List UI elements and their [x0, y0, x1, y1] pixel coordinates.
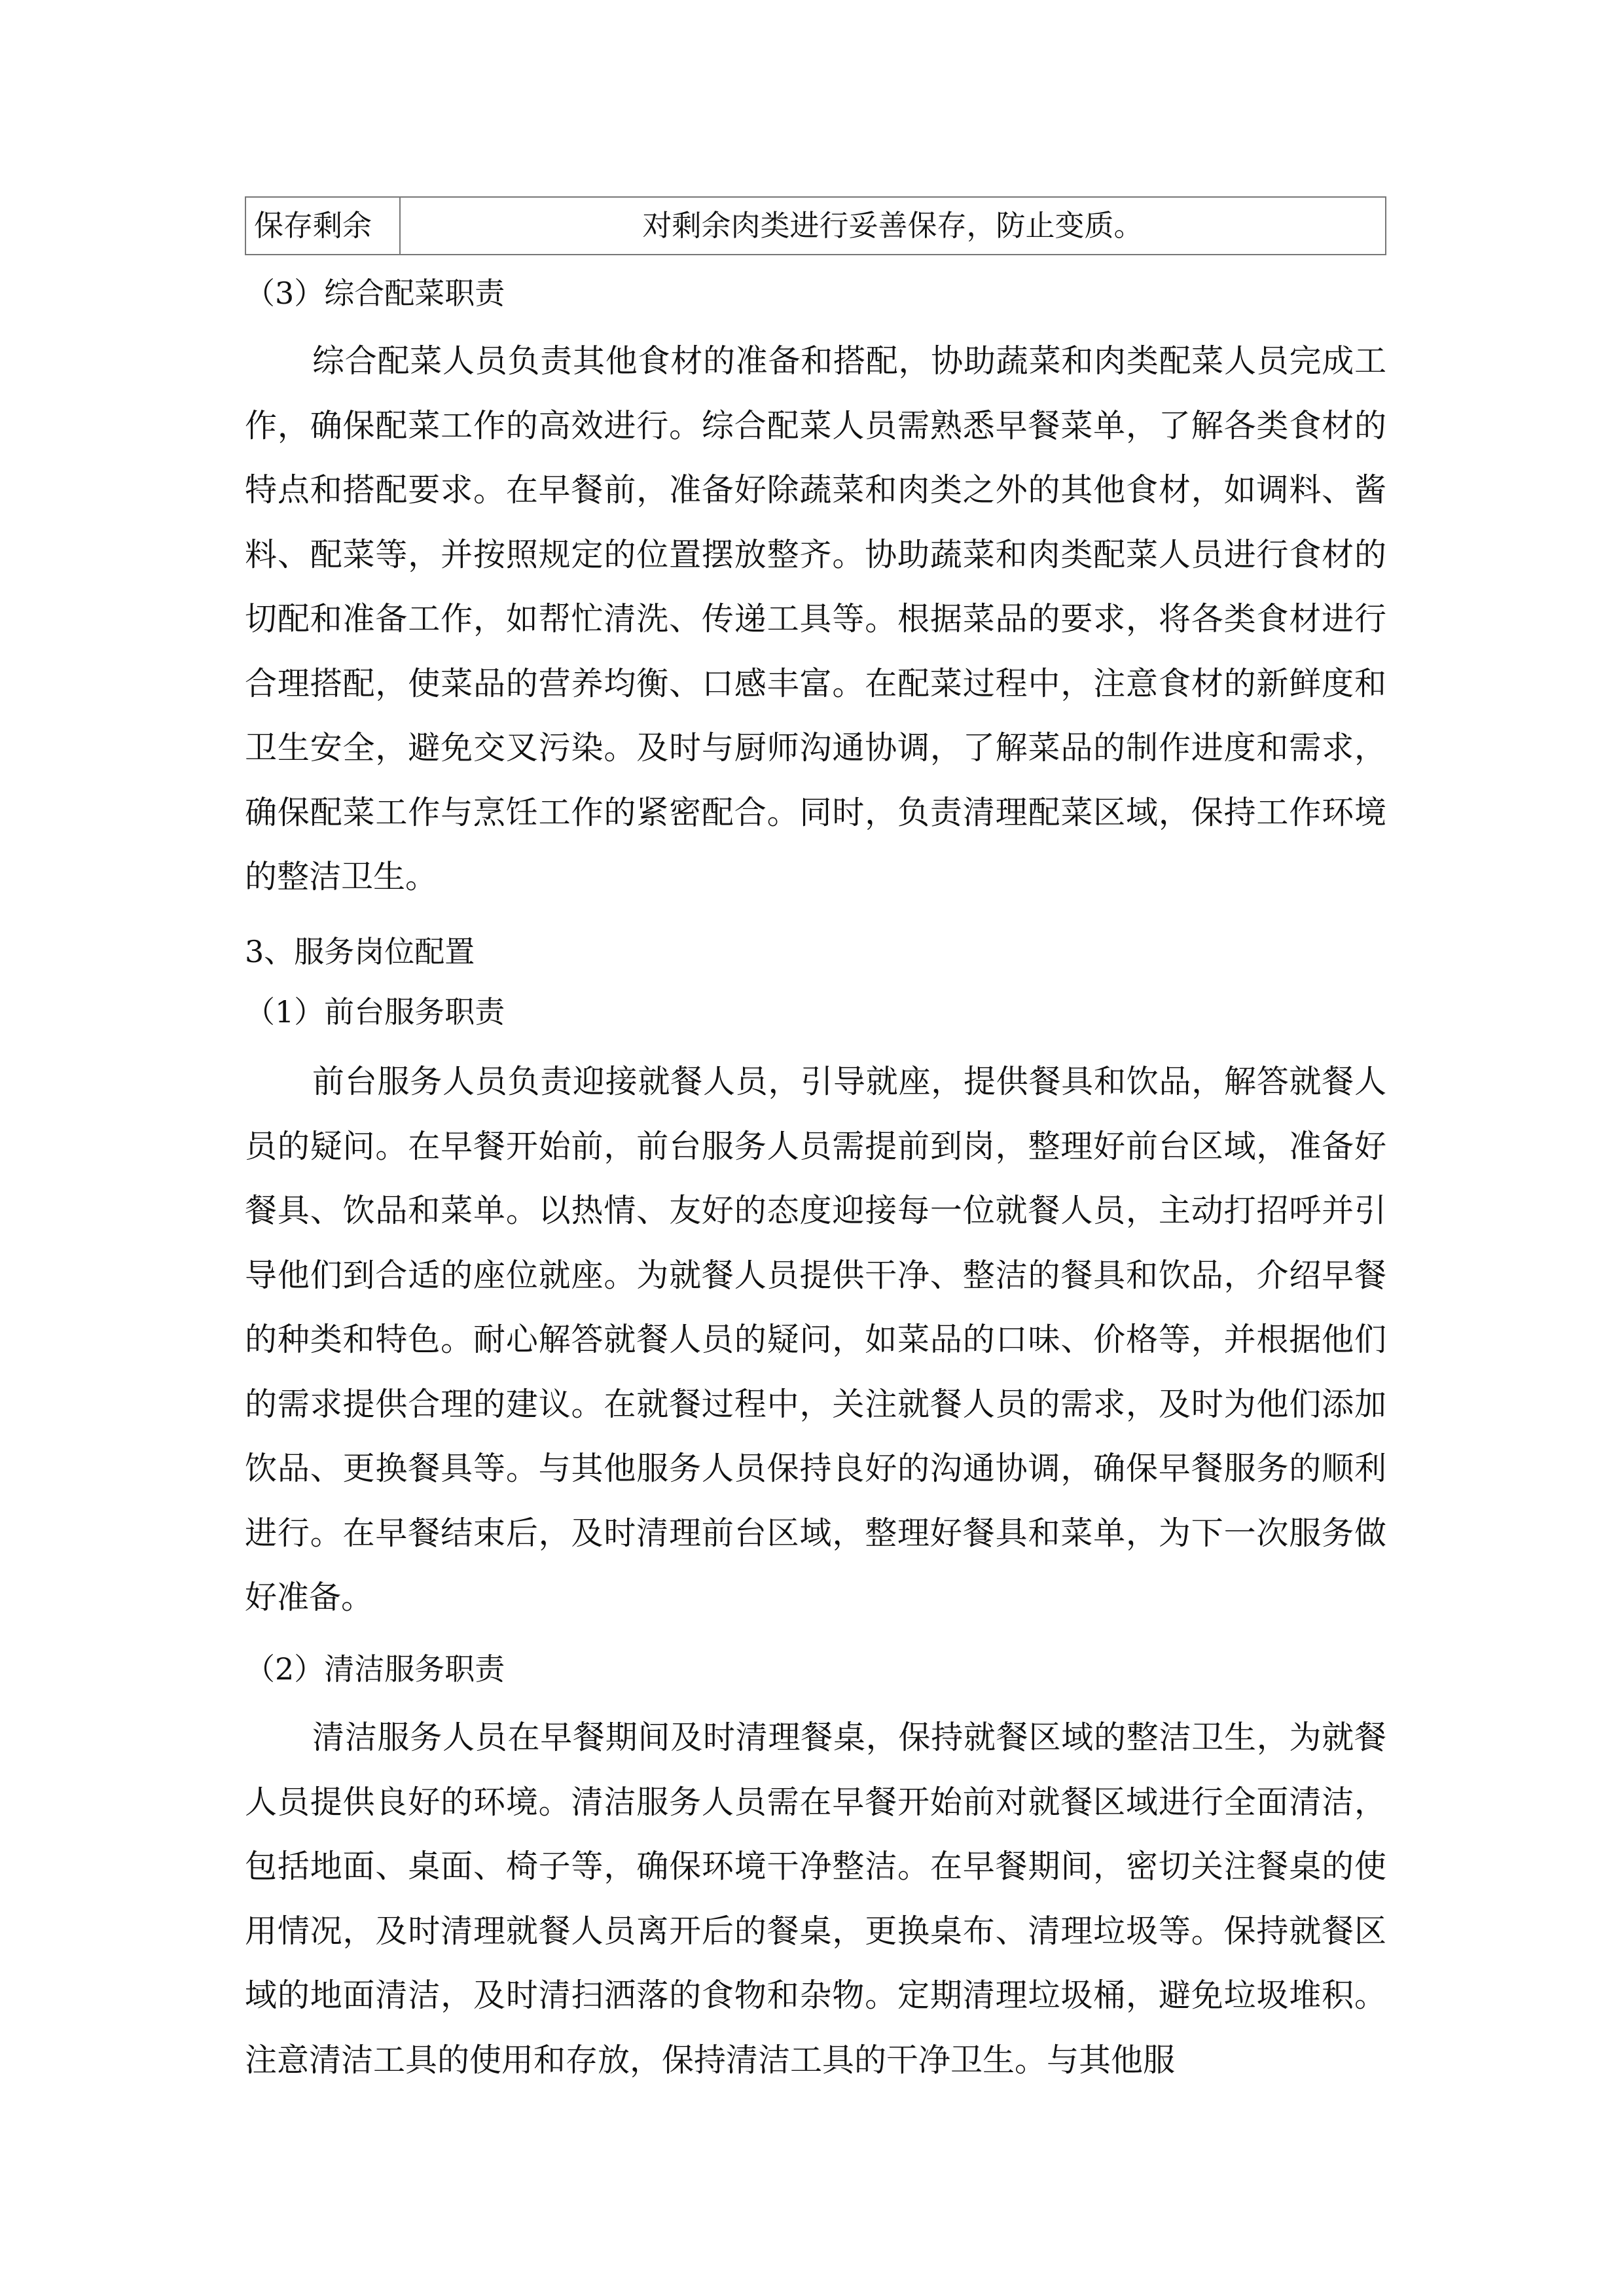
table-cell-description: 对剩余肉类进行妥善保存，防止变质。: [400, 197, 1386, 255]
chapter-heading-service-positions: 3、服务岗位配置: [245, 934, 475, 969]
table-row: [245, 197, 1386, 255]
section-heading-cleaning: （2）清洁服务职责: [245, 1651, 505, 1687]
section-heading-front-desk: （1）前台服务职责: [245, 994, 505, 1030]
paragraph-cleaning: 清洁服务人员在早餐期间及时清理餐桌，保持就餐区域的整洁卫生，为就餐人员提供良好的环境。清洁服务人员需在早餐开始前对就餐区域进行全面清洁，包括地面、桌面、椅子等，确保环境干净整洁。在早餐期间，密切关注餐桌的使用情况，及时清理就餐人员离开后的餐桌，更换桌布、清理垃圾等。保持就餐区域的地面清洁，及时清扫洒落的食物和杂物。定期清理垃圾桶，避免垃圾堆积。注意清洁工具的使用和存放，保持清洁工具的干净卫生。与其他服: [245, 1719, 1386, 2079]
paragraph-comprehensive-prep: 综合配菜人员负责其他食材的准备和搭配，协助蔬菜和肉类配菜人员完成工作，确保配菜工作的高效进行。综合配菜人员需熟悉早餐菜单，了解各类食材的特点和搭配要求。在早餐前，准备好除蔬菜和肉类之外的其他食材，如调料、酱料、配菜等，并按照规定的位置摆放整齐。协助蔬菜和肉类配菜人员进行食材的切配和准备工作，如帮忙清洗、传递工具等。根据菜品的要求，将各类食材进行合理搭配，使菜品的营养均衡、口感丰富。在配菜过程中，注意食材的新鲜度和卫生安全，避免交叉污染。及时与厨师沟通协调，了解菜品的制作进度和需求，确保配菜工作与烹饪工作的紧密配合。同时，负责清理配菜区域，保持工作环境的整洁卫生。: [245, 342, 1386, 895]
duty-table: [245, 196, 1386, 255]
section-heading-comprehensive-prep: （3）综合配菜职责: [245, 276, 505, 311]
paragraph-front-desk: 前台服务人员负责迎接就餐人员，引导就座，提供餐具和饮品，解答就餐人员的疑问。在早餐开始前，前台服务人员需提前到岗，整理好前台区域，准备好餐具、饮品和菜单。以热情、友好的态度迎接每一位就餐人员，主动打招呼并引导他们到合适的座位就座。为就餐人员提供干净、整洁的餐具和饮品，介绍早餐的种类和特色。耐心解答就餐人员的疑问，如菜品的口味、价格等，并根据他们的需求提供合理的建议。在就餐过程中，关注就餐人员的需求，及时为他们添加饮品、更换餐具等。与其他服务人员保持良好的沟通协调，确保早餐服务的顺利进行。在早餐结束后，及时清理前台区域，整理好餐具和菜单，为下一次服务做好准备。: [245, 1063, 1386, 1616]
table-cell-label: 保存剩余: [245, 197, 400, 255]
